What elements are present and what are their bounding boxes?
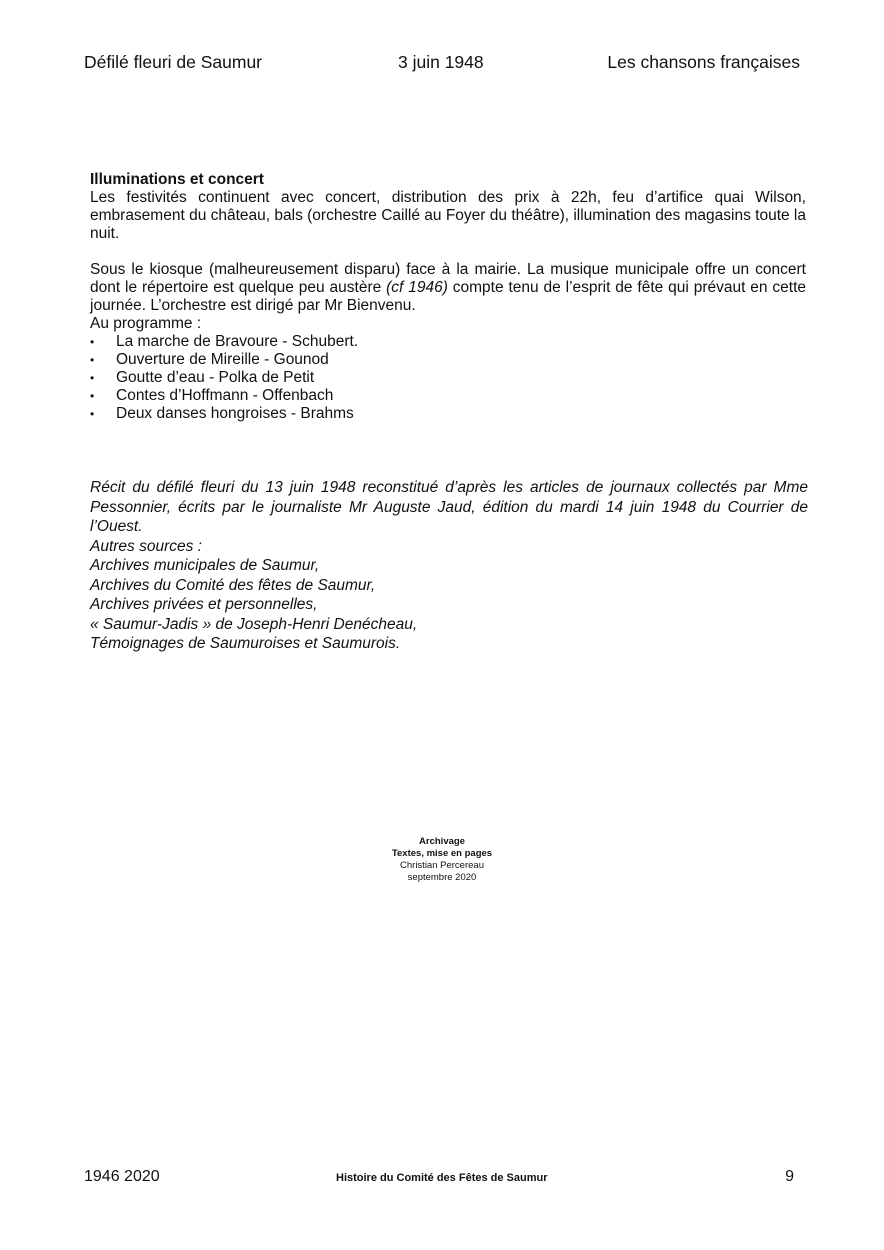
source-item: Archives du Comité des fêtes de Saumur, <box>90 576 376 594</box>
sources-label: Autres sources : <box>90 537 202 555</box>
header-title: Défilé fleuri de Saumur <box>84 52 262 72</box>
section-title: Illuminations et concert <box>90 171 264 188</box>
credits-lead: Récit du défilé fleuri du 13 juin 1948 reconstitué d’après les articles de journaux collectés par Mme Pessonnier, écrits par le journaliste Mr Auguste Jaud, édition du mardi 14 juin 1948 du Courrier de l’Ouest. <box>90 479 808 535</box>
bullet-icon: • <box>90 371 95 385</box>
archive-title: Archivage <box>419 836 465 847</box>
festivities-paragraph: Les festivités continuent avec concert, distribution des prix à 22h, feu d’artifice quai Wilson, embrasement du château, bals (orchestre Caillé au Foyer du théâtre), illumination des magasins toute la nuit. <box>90 189 806 242</box>
page-number: 9 <box>785 1168 794 1185</box>
page-header <box>84 52 800 76</box>
archive-date: septembre 2020 <box>407 872 477 883</box>
bullet-icon: • <box>90 353 95 367</box>
source-item: « Saumur-Jadis » de Joseph-Henri Denécheau, <box>90 615 418 633</box>
archive-role: Textes, mise en pages <box>391 848 493 859</box>
concert-text-end: compte tenu de l’esprit de fête qui prévaut en cette journée. L’orchestre est dirigé par Mr Bienvenu. <box>90 279 806 314</box>
footer-years: 1946 2020 <box>84 1168 160 1185</box>
header-chapter: Les chansons françaises <box>607 52 800 72</box>
bullet-icon: • <box>90 389 95 403</box>
concert-text-start: Sous le kiosque (malheureusement disparu) face à la mairie. La musique municipale offre un concert dont le répertoire est quelque peu austère <box>90 261 806 296</box>
archive-author: Christian Percereau <box>400 860 484 871</box>
program-item: • Contes d’Hoffmann - Offenbach <box>90 387 334 404</box>
program-item: • Goutte d’eau - Polka de Petit <box>90 369 315 386</box>
program-item: • Deux danses hongroises - Brahms <box>90 405 354 422</box>
page-footer <box>84 1168 800 1190</box>
source-item: Témoignages de Saumuroises et Saumurois. <box>90 635 401 652</box>
main-content <box>90 171 806 423</box>
source-item: Archives privées et personnelles, <box>90 596 318 613</box>
program-item: • La marche de Bravoure - Schubert. <box>90 333 359 350</box>
bullet-icon: • <box>90 407 95 421</box>
program-item: • Ouverture de Mireille - Gounod <box>90 351 329 368</box>
footer-title: Histoire du Comité des Fêtes de Saumur <box>336 1172 548 1184</box>
credits-block <box>90 478 808 654</box>
header-date: 3 juin 1948 <box>398 52 484 72</box>
archive-credits <box>342 836 542 884</box>
bullet-icon: • <box>90 335 95 349</box>
program-label: Au programme : <box>90 315 202 332</box>
concert-paragraph <box>90 261 806 315</box>
program-list <box>90 333 806 423</box>
concert-reference: (cf 1946) <box>386 279 448 296</box>
source-item: Archives municipales de Saumur, <box>90 557 320 574</box>
